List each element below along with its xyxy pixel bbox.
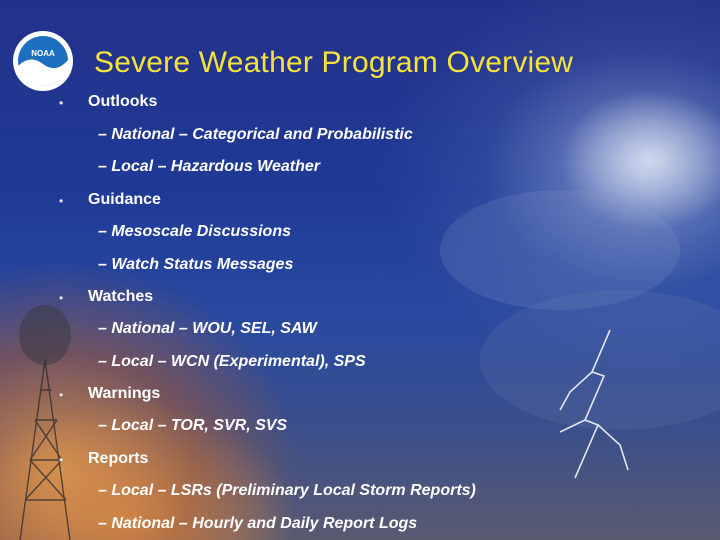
outline-item-reports: Reports bbox=[88, 450, 149, 467]
bullet-icon: • bbox=[59, 291, 64, 305]
outline-item-warnings: Warnings bbox=[88, 385, 161, 402]
sub-item: – Local – Hazardous Weather bbox=[98, 158, 320, 175]
radar-dome-icon bbox=[19, 305, 71, 365]
outline-item-outlooks: Outlooks bbox=[88, 93, 158, 110]
bullet-icon: • bbox=[59, 96, 64, 110]
bullet-icon: • bbox=[59, 194, 64, 208]
sub-item: – Local – LSRs (Preliminary Local Storm Reports) bbox=[98, 482, 476, 499]
page-title: Severe Weather Program Overview bbox=[94, 46, 574, 79]
sub-item: – Local – WCN (Experimental), SPS bbox=[98, 353, 366, 370]
noaa-logo bbox=[12, 30, 74, 92]
logo-text: NOAA bbox=[31, 49, 55, 58]
sub-item: – Mesoscale Discussions bbox=[98, 223, 291, 240]
sub-item: – National – Categorical and Probabilistic bbox=[98, 126, 413, 143]
bullet-icon: • bbox=[59, 388, 64, 402]
sub-item: – Local – TOR, SVR, SVS bbox=[98, 417, 288, 434]
sub-item: – National – Hourly and Daily Report Logs bbox=[98, 515, 418, 532]
outline-item-guidance: Guidance bbox=[88, 191, 161, 208]
outline-item-watches: Watches bbox=[88, 288, 154, 305]
radar-tower-icon bbox=[20, 360, 70, 540]
bullet-icon: • bbox=[59, 453, 64, 467]
sub-item: – Watch Status Messages bbox=[98, 256, 294, 273]
sub-item: – National – WOU, SEL, SAW bbox=[98, 320, 317, 337]
